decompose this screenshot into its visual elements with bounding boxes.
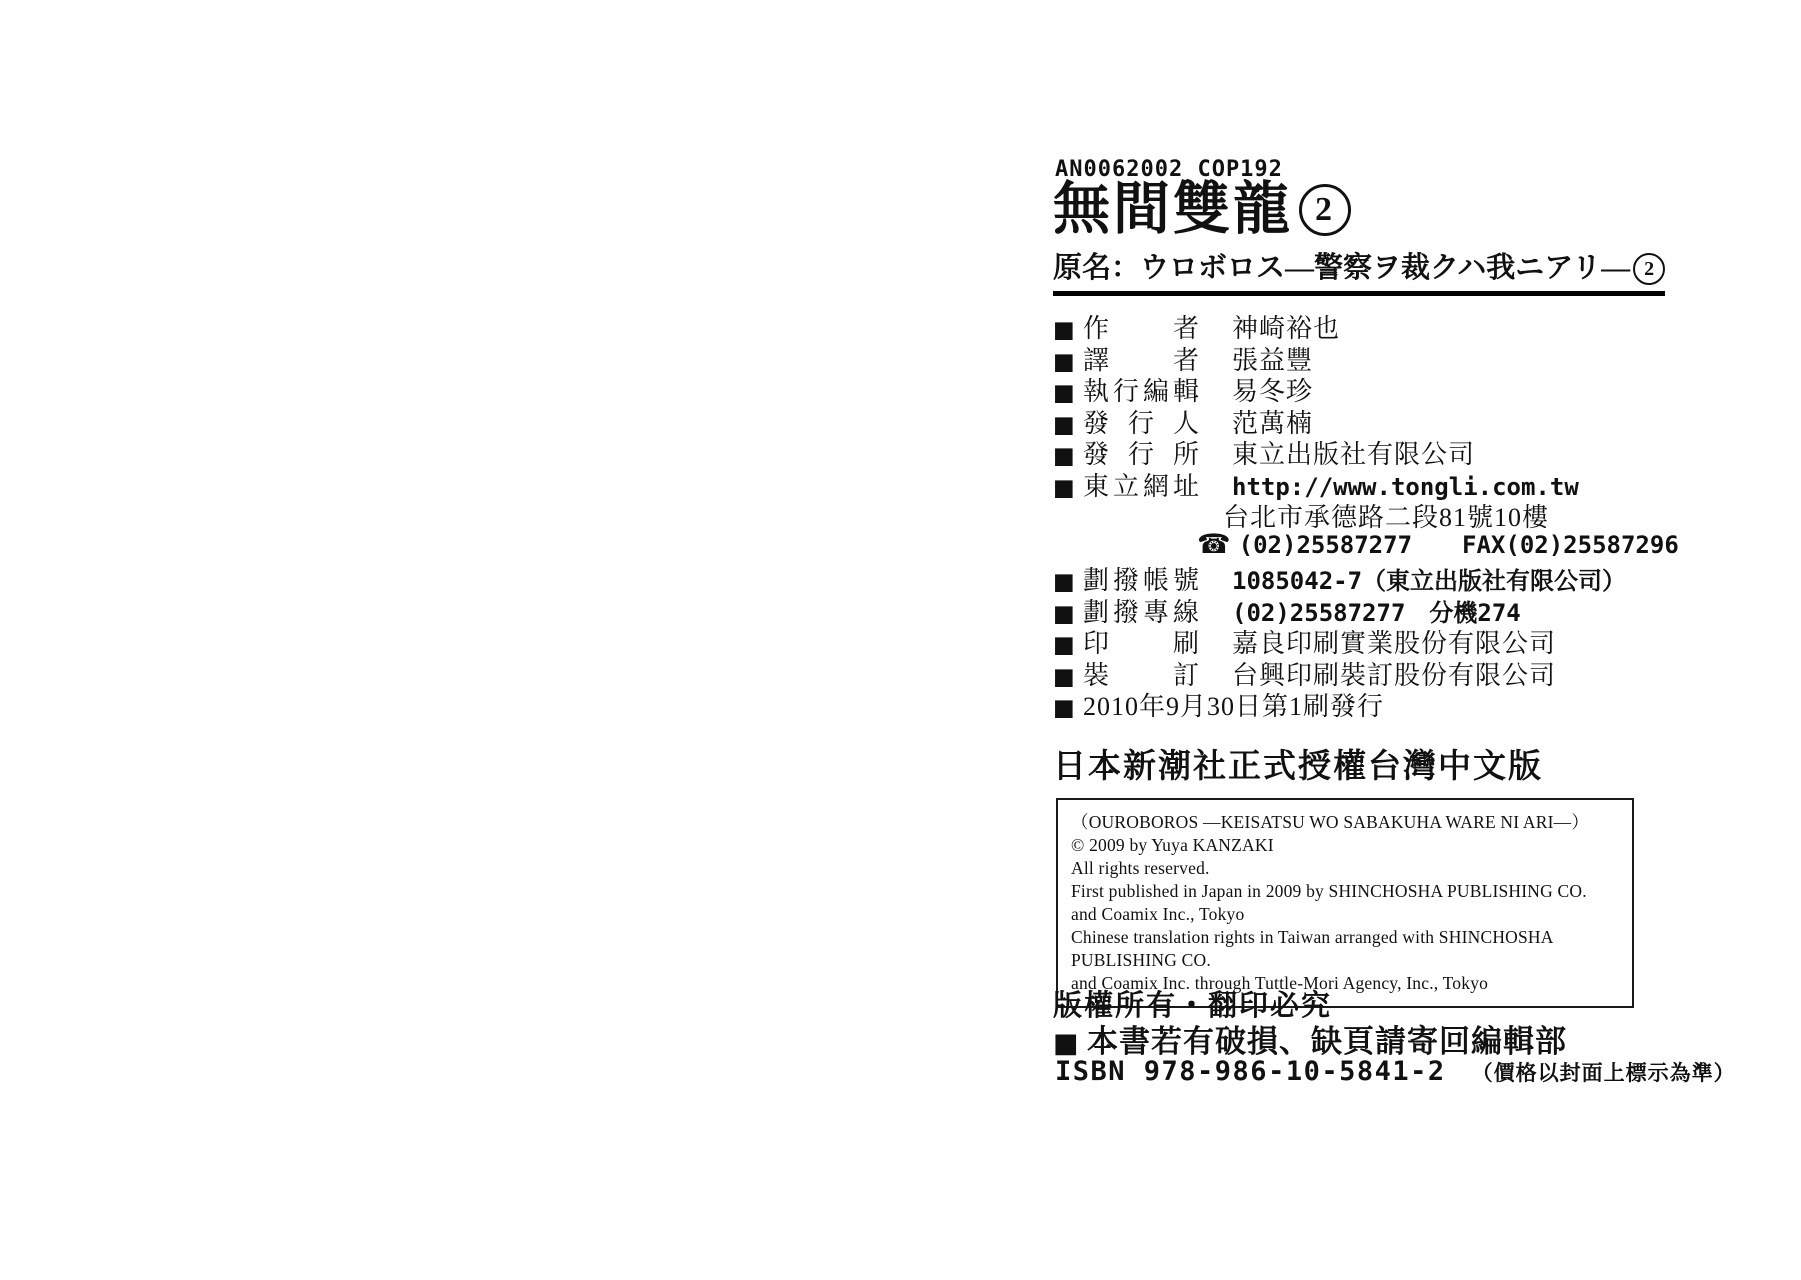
credit-row-author — [1053, 308, 1673, 343]
copyright-line: © 2009 by Yuya KANZAKI — [1071, 835, 1274, 855]
original-volume-number: 2 — [1644, 258, 1655, 280]
credit-row-publishing-house — [1053, 434, 1673, 469]
credit-label: 印刷 — [1083, 629, 1199, 658]
square-bullet-icon: ■ — [1053, 1028, 1080, 1059]
copyright-line: （OUROBOROS —KEISATSU WO SABAKUHA WARE NI ARI—） — [1071, 812, 1590, 832]
original-volume-circle-badge — [1633, 253, 1665, 285]
credit-value: 易冬珍 — [1232, 377, 1314, 406]
copyright-line: and Coamix Inc., Tokyo — [1071, 904, 1245, 924]
colophon-page — [1053, 0, 1736, 1280]
credit-row-binding — [1053, 655, 1673, 690]
credit-row-print-date — [1053, 686, 1673, 721]
credit-label: 裝訂 — [1083, 660, 1199, 690]
copyright-line: First published in Japan in 2009 by SHINCHOSHA PUBLISHING CO. — [1071, 881, 1587, 901]
square-bullet-icon: ■ — [1053, 632, 1075, 658]
square-bullet-icon: ■ — [1053, 474, 1075, 501]
rights-notice: 版權所有・翻印必究 — [1053, 990, 1333, 1022]
credit-label: 劃撥帳號 — [1083, 566, 1199, 595]
credit-label: 執行編輯 — [1083, 377, 1199, 406]
credit-label: 發行人 — [1083, 408, 1199, 438]
credits-list — [1053, 308, 1679, 721]
copyright-line: All rights reserved. — [1071, 858, 1210, 878]
damage-return-text: 本書若有破損、缺頁請寄回編輯部 — [1087, 1024, 1567, 1059]
square-bullet-icon: ■ — [1053, 663, 1075, 690]
square-bullet-icon: ■ — [1053, 411, 1075, 438]
credit-label: 劃撥專線 — [1083, 597, 1199, 627]
print-date: 2010年9月30日第1刷發行 — [1083, 692, 1385, 721]
square-bullet-icon: ■ — [1053, 380, 1075, 406]
square-bullet-icon: ■ — [1053, 443, 1075, 469]
credit-value: 台興印刷裝訂股份有限公司 — [1232, 660, 1557, 690]
square-bullet-icon: ■ — [1053, 695, 1075, 721]
website-url: http://www.tongli.com.tw — [1232, 472, 1579, 501]
credit-label: 譯者 — [1083, 345, 1199, 375]
square-bullet-icon: ■ — [1053, 600, 1075, 627]
copyright-line: Chinese translation rights in Taiwan arranged with SHINCHOSHA PUBLISHING CO. — [1071, 927, 1553, 970]
credit-value: 東立出版社有限公司 — [1232, 440, 1476, 469]
isbn-line — [1055, 1056, 1736, 1087]
square-bullet-icon: ■ — [1053, 317, 1075, 343]
credit-value: (02)25587277 分機274 — [1232, 598, 1521, 627]
credit-row-executive-editor — [1053, 371, 1673, 406]
copyright-box — [1056, 798, 1634, 1008]
square-bullet-icon: ■ — [1053, 569, 1075, 595]
credit-value: 范萬楠 — [1232, 408, 1314, 438]
license-notice: 日本新潮社正式授權台灣中文版 — [1053, 749, 1543, 785]
credit-value: 嘉良印刷實業股份有限公司 — [1232, 629, 1557, 658]
volume-number: 2 — [1315, 190, 1335, 228]
original-title-text: 原名：ウロボロス—警察ヲ裁クハ我ニアリ— — [1053, 252, 1631, 285]
damage-return-notice — [1053, 1016, 1567, 1061]
credit-row-postal-account — [1053, 560, 1673, 595]
copyright-line: and Coamix Inc. through Tuttle-Mori Agency, Inc., Tokyo — [1071, 973, 1489, 993]
book-title-text: 無間雙龍 — [1053, 178, 1293, 241]
original-title — [1053, 253, 1665, 296]
volume-circle-badge — [1299, 184, 1351, 236]
credit-row-publisher-person — [1053, 403, 1673, 438]
isbn-number: ISBN 978-986-10-5841-2 — [1055, 1056, 1446, 1087]
product-code: AN0062002 COP192 — [1055, 157, 1283, 182]
credit-label: 作者 — [1083, 314, 1199, 343]
credit-label: 東立網址 — [1083, 471, 1199, 501]
price-note: （價格以封面上標示為準） — [1471, 1061, 1736, 1085]
credit-label: 發行所 — [1083, 440, 1199, 469]
square-bullet-icon: ■ — [1053, 348, 1075, 375]
telephone-icon: ☎ — [1197, 528, 1231, 560]
publisher-address: 台北市承德路二段81號10樓 — [1223, 503, 1550, 532]
credit-value: 1085042-7（東立出版社有限公司） — [1232, 567, 1627, 595]
phone-number: (02)25587277 — [1238, 530, 1413, 559]
credit-row-postal-hotline — [1053, 592, 1673, 627]
credit-row-phone-fax — [1053, 528, 1679, 561]
fax-number: FAX(02)25587296 — [1462, 530, 1679, 559]
credit-value: 神崎裕也 — [1232, 314, 1341, 343]
credit-row-translator — [1053, 340, 1673, 375]
credit-row-printer — [1053, 623, 1673, 658]
book-title — [1053, 178, 1351, 241]
credit-value: 張益豐 — [1232, 345, 1314, 375]
